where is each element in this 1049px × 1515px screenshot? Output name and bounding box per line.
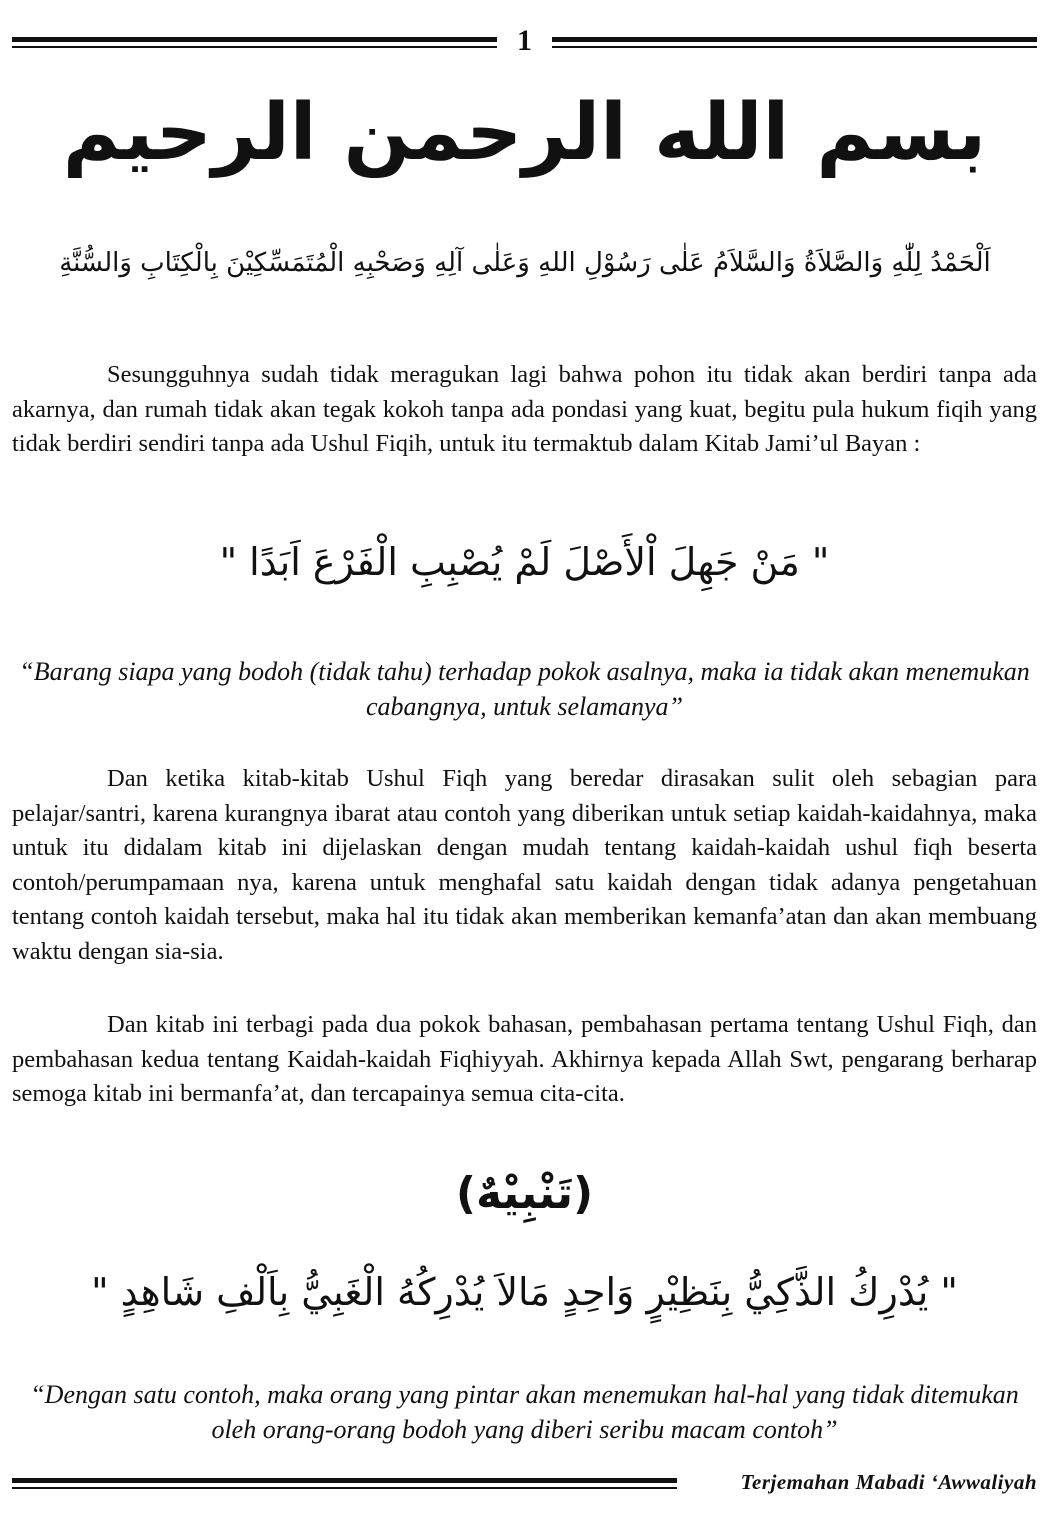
footer-book-title: Terjemahan Mabadi ‘Awwaliyah	[740, 1470, 1037, 1494]
quote-translation-2: “Dengan satu contoh, maka orang yang pintar akan menemukan hal-hal yang tidak ditemukan oleh orang-orang bodoh yang diberi seribu macam contoh”	[30, 1380, 1019, 1444]
paragraph-explanation-text: Dan ketika kitab-kitab Ushul Fiqh yang beredar dirasakan sulit oleh sebagian para pelajar/santri, karena kurangnya ibarat atau contoh yang diberikan untuk setiap kaidah-kaidahnya, maka untuk itu didalam kitab ini dijelaskan dengan mudah tentang kaidah-kaidah ushul fiqh beserta contoh/perumpamaan nya, karena untuk menghafal satu kaidah dengan tidak adanya pengetahuan tentang contoh kaidah tersebut, maka hal itu tidak akan memberikan kemanfa’atan dan akan membuang waktu dengan sia-sia.	[12, 765, 1037, 965]
page-number: 1	[517, 24, 532, 57]
paragraph-closing	[12, 1008, 1037, 1112]
page-header	[12, 24, 1037, 58]
page-footer	[12, 1470, 1037, 1500]
quote-arabic-1: " مَنْ جَهِلَ اْلأَصْلَ لَمْ يُصْبِبِ الْفَرْعَ اَبَدًا "	[219, 540, 830, 584]
paragraph-explanation	[12, 762, 1037, 969]
opening-arabic: اَلْحَمْدُ لِلّٰهِ وَالصَّلاَةُ وَالسَّلاَمُ عَلٰى رَسُوْلِ اللهِ وَعَلٰى آلِهِ وَصَحْبِهِ الْمُتَمَسِّكِيْنَ بِالْكِتَابِ وَالسُّنَّةِ	[59, 248, 991, 278]
paragraph-intro-text: Sesungguhnya sudah tidak meragukan lagi bahwa pohon itu tidak akan berdiri tanpa ada akarnya, dan rumah tidak akan tegak kokoh tanpa ada pondasi yang kuat, begitu pula hukum fiqih yang tidak berdiri sendiri tanpa ada Ushul Fiqih, untuk itu termaktub dalam Kitab Jami’ul Bayan :	[12, 361, 1037, 457]
quote-arabic-2: " يُدْرِكُ الذَّكِيُّ بِنَظِيْرٍ وَاحِدٍ مَالاَ يُدْرِكُهُ الْغَبِيُّ بِاَلْفِ شَاهِدٍ "	[91, 1270, 958, 1314]
quote-translation-1: “Barang siapa yang bodoh (tidak tahu) terhadap pokok asalnya, maka ia tidak akan menemukan cabangnya, untuk selamanya”	[19, 657, 1030, 721]
header-rule-right	[552, 37, 1037, 48]
paragraph-closing-text: Dan kitab ini terbagi pada dua pokok bahasan, pembahasan pertama tentang Ushul Fiqh, dan pembahasan kedua tentang Kaidah-kaidah Fiqhiyyah. Akhirnya kepada Allah Swt, pengarang berharap semoga kitab ini bermanfa’at, dan tercapainya semua cita-cita.	[12, 1011, 1037, 1107]
paragraph-intro	[12, 358, 1037, 462]
footer-rule	[12, 1478, 677, 1489]
header-rule-left	[12, 37, 497, 48]
tanbih-heading: (تَنْبِيْهٌ)	[455, 1168, 594, 1219]
basmala-calligraphy: بسم الله الرحمن الرحيم	[62, 88, 987, 178]
